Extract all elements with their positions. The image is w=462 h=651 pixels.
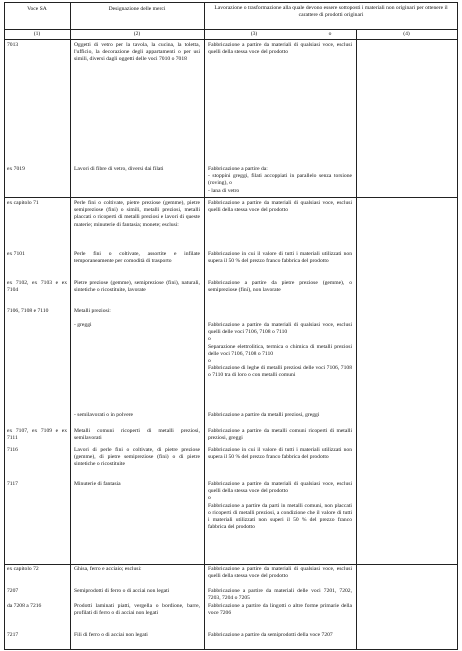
column-divider-1: [70, 2, 71, 649]
code-7106-7108-7110: 7106, 7108 e 7110: [7, 308, 49, 314]
code-7207: 7207: [7, 588, 19, 594]
code-ex-7019: ex 7019: [7, 166, 25, 172]
code-ex-capitolo-72: ex capitolo 72: [7, 566, 39, 572]
rule-greggi: Fabbricazione a partire da materiali di qualsiasi voce, esclusi quelli delle voci 7106, 7108 o 7110 o Separazione elettrolitica, termica o chimica di metalli preziosi delle voci 7106, 7108 o 7110 o Fabbricazione di leghe di metalli preziosi delle voci 7106, 7108 o 7110 tra di loro o con metalli comuni: [208, 322, 352, 379]
desc-7217: Fili di ferro o di acciai non legati: [74, 632, 148, 638]
desc-ex-7102-7103-7104: Pietre preziose (gemme), semipreziose (fini), naturali, sintetiche o ricostituite, lavorate: [74, 280, 200, 294]
code-ex-7107-7109-7111: ex 7107, ex 7109 e ex 7111: [7, 428, 67, 442]
desc-ex-7101: Perle fini o coltivate, assortite e infilate temporaneamente per comodità di trasporto: [74, 251, 200, 265]
code-7217: 7217: [7, 632, 19, 638]
code-7117: 7117: [7, 481, 18, 487]
rule-7117: Fabbricazione a partire da materiali di qualsiasi voce, esclusi quelli della stessa voce del prodotto o Fabbricazione a partire da parti in metalli comuni, non placcati o ricoperti di metalli preziosi, a condizione che il valore di tutti i materiali utilizzati non superi il 50 % del prezzo franco fabbrica del prodotto: [208, 481, 352, 531]
header-voce-sa: Voce SA: [27, 6, 47, 12]
desc-ex-7107-7109-7111: Metalli comuni ricoperti di metalli preziosi, semilavorati: [74, 428, 200, 442]
col-number-o: o: [328, 31, 332, 37]
desc-7117: Minuterie di fantasia: [74, 481, 121, 487]
rule-7207: Fabbricazione a partire da materiali delle voci 7201, 7202, 7203, 7204 o 7205: [208, 588, 352, 602]
rule-ex-capitolo-72: Fabbricazione a partire da materiali di qualsiasi voce, esclusi quelli della stessa voce del prodotto: [208, 566, 352, 580]
col-number-3: (3): [250, 31, 258, 37]
code-7013: 7013: [7, 42, 19, 48]
desc-ex-7019: Lavori di fibre di vetro, diversi dai filati: [74, 166, 164, 172]
rule-ex-7019: Fabbricazione a partire da: - stoppini greggi, filati accoppiati in parallelo senza torsione (roving), o - lana di vetro: [208, 166, 352, 194]
col-number-2: (2): [133, 31, 141, 37]
header-divider: [4, 29, 458, 30]
rule-7116: Fabbricazione in cui il valore di tutti i materiali utilizzati non supera il 50 % del prezzo franco fabbrica del prodotto: [208, 447, 352, 461]
column-divider-2: [204, 2, 205, 649]
rule-7217: Fabbricazione a partire da semiprodotti della voce 7207: [208, 632, 333, 638]
col-number-1: (1): [33, 31, 41, 37]
section-divider-72: [4, 564, 458, 565]
code-ex-7102-7103-7104: ex 7102, ex 7103 e ex 7104: [7, 280, 67, 294]
header-designazione: Designazione delle merci: [108, 6, 166, 12]
rule-7013: Fabbricazione a partire da materiali di qualsiasi voce, esclusi quelli della stessa voce del prodotto: [208, 42, 352, 56]
code-ex-7101: ex 7101: [7, 251, 25, 257]
rule-ex-7107-7109-7111: Fabbricazione a partire da metalli comuni ricoperti di metalli preziosi, greggi: [208, 428, 352, 442]
desc-7013: Oggetti di vetro per la tavola, la cucina, la toletta, l'ufficio, la decorazione degli appartamenti o per usi simili, diversi dagli oggetti delle voci 7010 o 7018: [74, 42, 200, 63]
desc-ex-capitolo-72: Ghisa, ferro e acciaio; esclusi:: [74, 566, 142, 572]
desc-7208-7216: Prodotti laminati piatti, vergella o bordione, barre, profilati di ferro o di acciai non legati: [74, 603, 200, 617]
rule-7208-7216: Fabbricazione a partire da lingotti o altre forme primarie della voce 7206: [208, 603, 352, 617]
code-ex-capitolo-71: ex capitolo 71: [7, 200, 39, 206]
code-7208-7216: da 7208 a 7216: [7, 603, 42, 609]
rule-ex-capitolo-71: Fabbricazione a partire da materiali di qualsiasi voce, esclusi quelli della stessa voce del prodotto: [208, 200, 352, 214]
rule-ex-7101: Fabbricazione in cui il valore di tutti i materiali utilizzati non supera il 50 % del prezzo franco fabbrica del prodotto: [208, 251, 352, 265]
desc-metalli-preziosi: Metalli preziosi:: [74, 308, 111, 314]
number-row-divider: [4, 39, 458, 40]
col-number-4: (4): [403, 31, 410, 37]
code-7116: 7116: [7, 447, 18, 453]
table-bottom-border: [4, 649, 458, 650]
section-divider-71: [4, 197, 458, 198]
desc-7207: Semiprodotti di ferro o di acciai non legati: [74, 588, 170, 594]
rule-semilavorati: Fabbricazione a partire da metalli preziosi, greggi: [208, 412, 320, 418]
table-left-border: [4, 2, 5, 649]
column-divider-3: [356, 29, 357, 649]
rule-ex-7102-7103-7104: Fabbricazione a partire da pietre preziose (gemme), o semipreziose (fini), non lavorate: [208, 280, 352, 294]
desc-greggi: - greggi: [74, 322, 92, 328]
table-top-border: [4, 2, 458, 3]
desc-ex-capitolo-71: Perle fini o coltivate, pietre preziose (gemme), pietre semipreziose (fini) o simili, metalli preziosi, metalli placcati o ricoperti di metalli preziosi e lavori di queste materie; minuterie di fantasia; monete; esclusi:: [74, 200, 200, 228]
desc-semilavorati: - semilavorati o in polvere: [74, 412, 134, 418]
desc-7116: Lavori di perle fini o coltivate, di pietre preziose (gemme), di pietre semipreziose (fini) o di pietre sintetiche o ricostituite: [74, 447, 200, 468]
table-right-border: [457, 2, 458, 649]
header-lavorazione: Lavorazione o trasformazione alla quale devono essere sottoposti i materiali non originari per ottenere il carattere di prodotti originari: [214, 5, 448, 19]
